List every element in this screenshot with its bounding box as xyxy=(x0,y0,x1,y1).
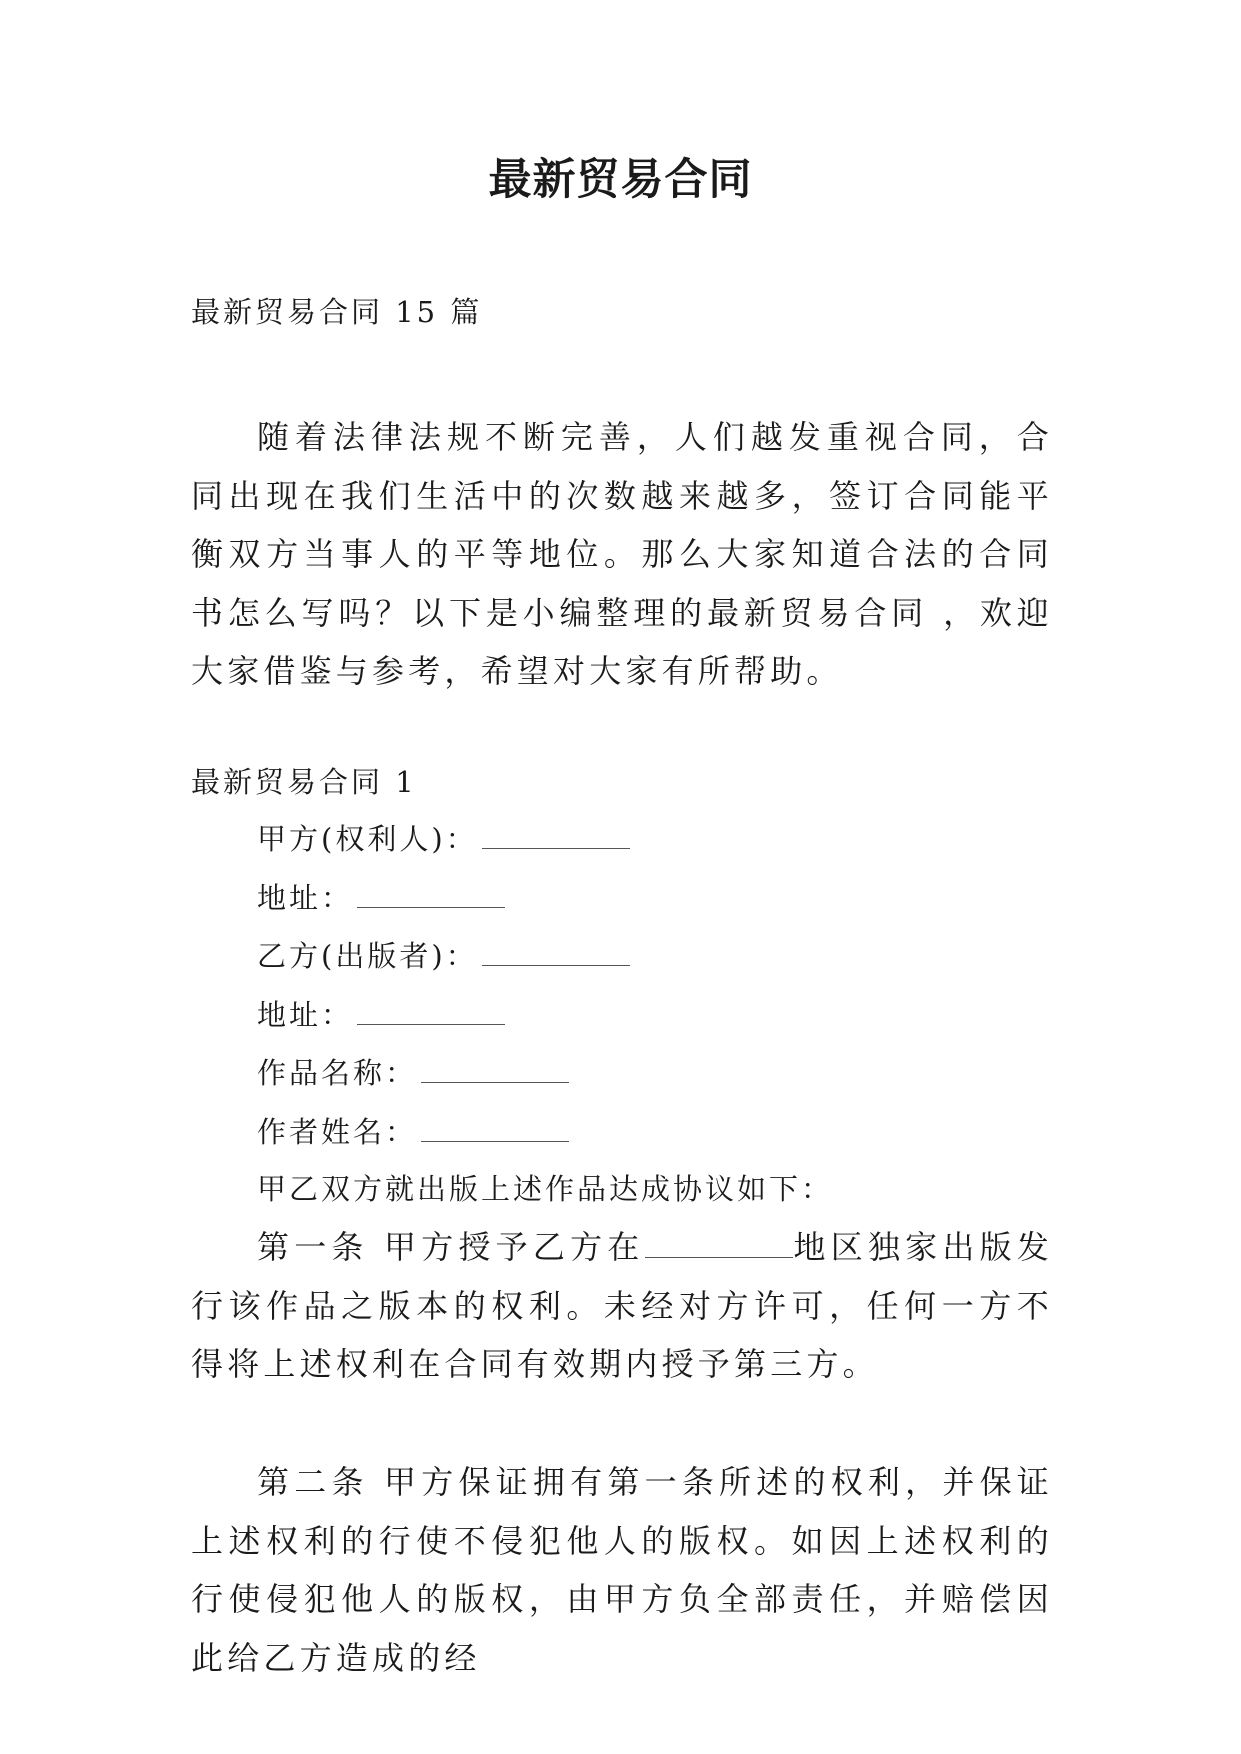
intro-paragraph: 随着法律法规不断完善，人们越发重视合同，合同出现在我们生活中的次数越来越多，签订合同能平衡双方当事人的平等地位。那么大家知道合法的合同书怎么写吗？以下是小编整理的最新贸易合同 ，欢迎大家借鉴与参考，希望对大家有所帮助。 xyxy=(191,418,1053,690)
field-work-title xyxy=(257,1044,630,1103)
clause-1 xyxy=(191,1218,1053,1394)
blank-line xyxy=(482,824,630,849)
field-label: 地址： xyxy=(257,997,354,1032)
party-fields xyxy=(257,810,630,1161)
blank-line xyxy=(357,883,505,908)
section-heading: 最新贸易合同 1 xyxy=(191,765,417,799)
clause-1-end: 地区独家出版发行该作品之版本的权利。未经对方许可，任何一方不得将上述权利在合同有效期内授予第三方。 xyxy=(191,1228,1054,1383)
field-author-name xyxy=(257,1103,630,1162)
field-address-a xyxy=(257,869,630,928)
clause-1-start: 第一条 甲方授予乙方在 xyxy=(257,1228,645,1266)
field-party-a xyxy=(257,810,630,869)
field-label: 地址： xyxy=(257,880,354,915)
blank-line xyxy=(357,1000,505,1025)
field-party-b xyxy=(257,927,630,986)
field-label: 乙方(出版者)： xyxy=(257,939,478,973)
field-label: 作品名称： xyxy=(257,1056,418,1090)
blank-line xyxy=(421,1058,569,1083)
agreement-line: 甲乙双方就出版上述作品达成协议如下： xyxy=(257,1172,834,1206)
document-subtitle: 最新贸易合同 15 篇 xyxy=(191,295,483,329)
field-address-b xyxy=(257,986,630,1045)
clause-2: 第二条 甲方保证拥有第一条所述的权利，并保证上述权利的行使不侵犯他人的版权。如因上述权利的行使侵犯他人的版权，由甲方负全部责任，并赔偿因此给乙方造成的经 xyxy=(191,1463,1053,1677)
document-title: 最新贸易合同 xyxy=(488,155,753,205)
blank-line xyxy=(645,1233,793,1258)
field-label: 作者姓名： xyxy=(257,1114,418,1149)
blank-line xyxy=(421,1117,569,1142)
field-label: 甲方(权利人)： xyxy=(257,822,478,856)
blank-line xyxy=(482,941,630,966)
